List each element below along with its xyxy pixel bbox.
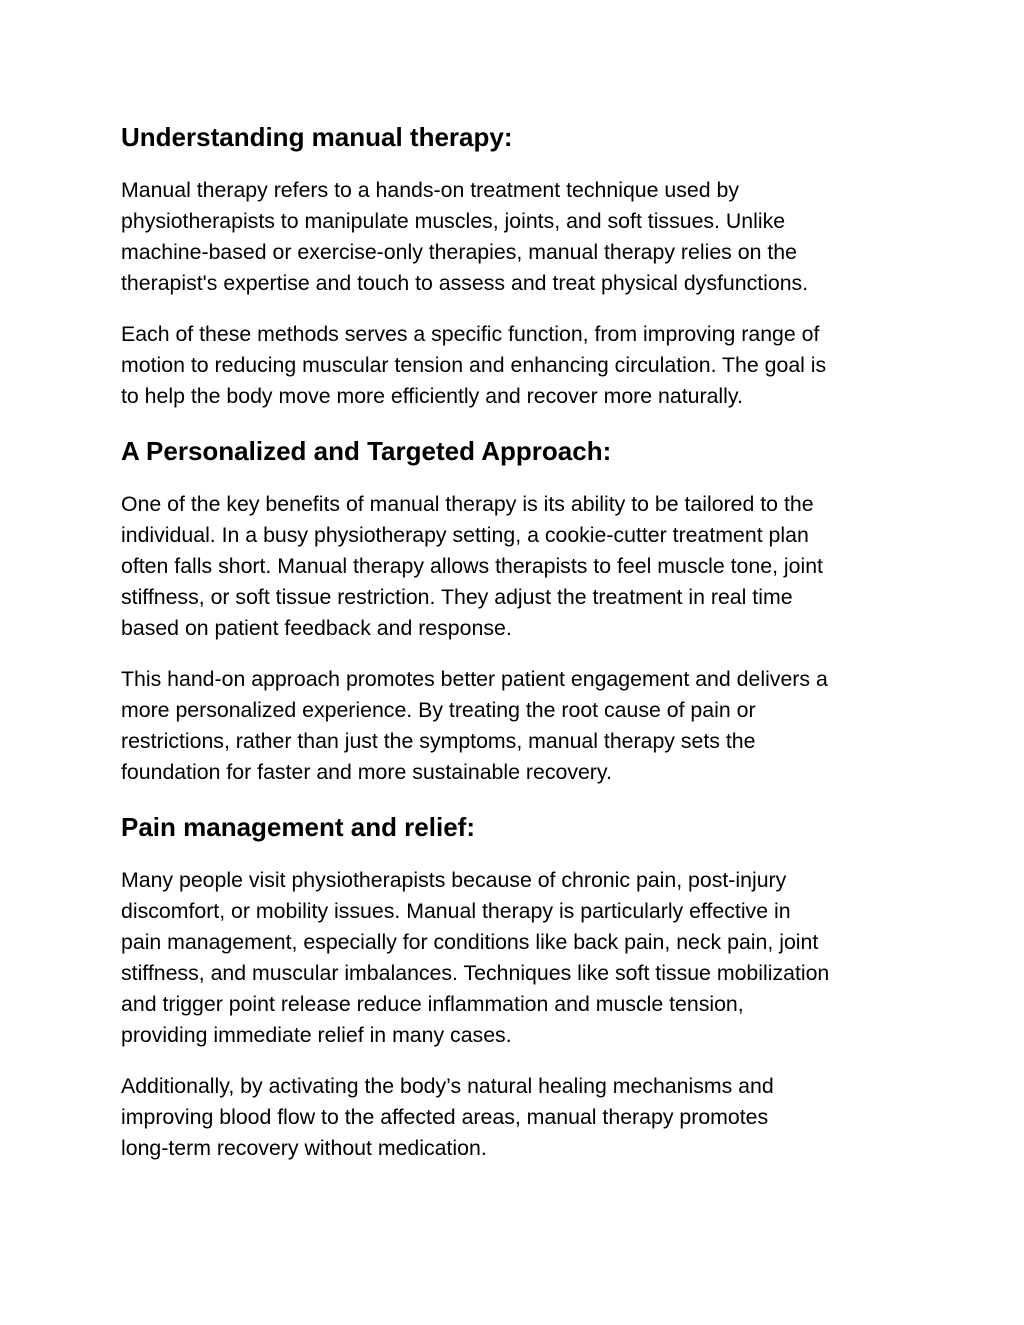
paragraph-line: One of the key benefits of manual therapy is its ability to be tailored to the [121,492,814,516]
paragraph-line: individual. In a busy physiotherapy setting, a cookie-cutter treatment plan [121,523,809,547]
paragraph-line: Manual therapy refers to a hands-on treatment technique used by [121,178,739,202]
paragraph-line: This hand-on approach promotes better patient engagement and delivers a [121,667,828,691]
paragraph-healing-mechanisms [121,1071,906,1164]
paragraph-line: discomfort, or mobility issues. Manual therapy is particularly effective in [121,899,791,923]
paragraph-line: providing immediate relief in many cases. [121,1023,512,1047]
paragraph-line: to help the body move more efficiently and recover more naturally. [121,384,743,408]
paragraph-line: motion to reducing muscular tension and enhancing circulation. The goal is [121,353,827,377]
paragraph-line: machine-based or exercise-only therapies, manual therapy relies on the [121,240,797,264]
section-heading-understanding-manual-therapy: Understanding manual therapy: [121,122,513,152]
paragraph-line: stiffness, and muscular imbalances. Techniques like soft tissue mobilization [121,961,830,985]
paragraph-chronic-pain [121,865,906,1051]
paragraph-engagement [121,664,906,788]
paragraph-line: based on patient feedback and response. [121,616,512,640]
paragraph-line: restrictions, rather than just the symptoms, manual therapy sets the [121,729,756,753]
paragraph-line: pain management, especially for conditions like back pain, neck pain, joint [121,930,819,954]
section-heading-personalized-approach: A Personalized and Targeted Approach: [121,436,612,466]
paragraph-methods [121,319,906,412]
paragraph-line: Additionally, by activating the body’s natural healing mechanisms and [121,1074,774,1098]
paragraph-line: often falls short. Manual therapy allows therapists to feel muscle tone, joint [121,554,823,578]
paragraph-definition [121,175,906,299]
section-heading-pain-management: Pain management and relief: [121,812,475,842]
paragraph-line: therapist's expertise and touch to assess and treat physical dysfunctions. [121,271,809,295]
paragraph-line: Many people visit physiotherapists because of chronic pain, post-injury [121,868,787,892]
paragraph-line: and trigger point release reduce inflammation and muscle tension, [121,992,744,1016]
paragraph-line: long-term recovery without medication. [121,1136,487,1160]
paragraph-line: more personalized experience. By treating the root cause of pain or [121,698,756,722]
paragraph-line: physiotherapists to manipulate muscles, joints, and soft tissues. Unlike [121,209,786,233]
paragraph-key-benefits [121,489,906,644]
paragraph-line: stiffness, or soft tissue restriction. They adjust the treatment in real time [121,585,793,609]
document-page [121,120,906,1164]
paragraph-line: Each of these methods serves a specific function, from improving range of [121,322,820,346]
paragraph-line: improving blood flow to the affected areas, manual therapy promotes [121,1105,769,1129]
paragraph-line: foundation for faster and more sustainable recovery. [121,760,612,784]
